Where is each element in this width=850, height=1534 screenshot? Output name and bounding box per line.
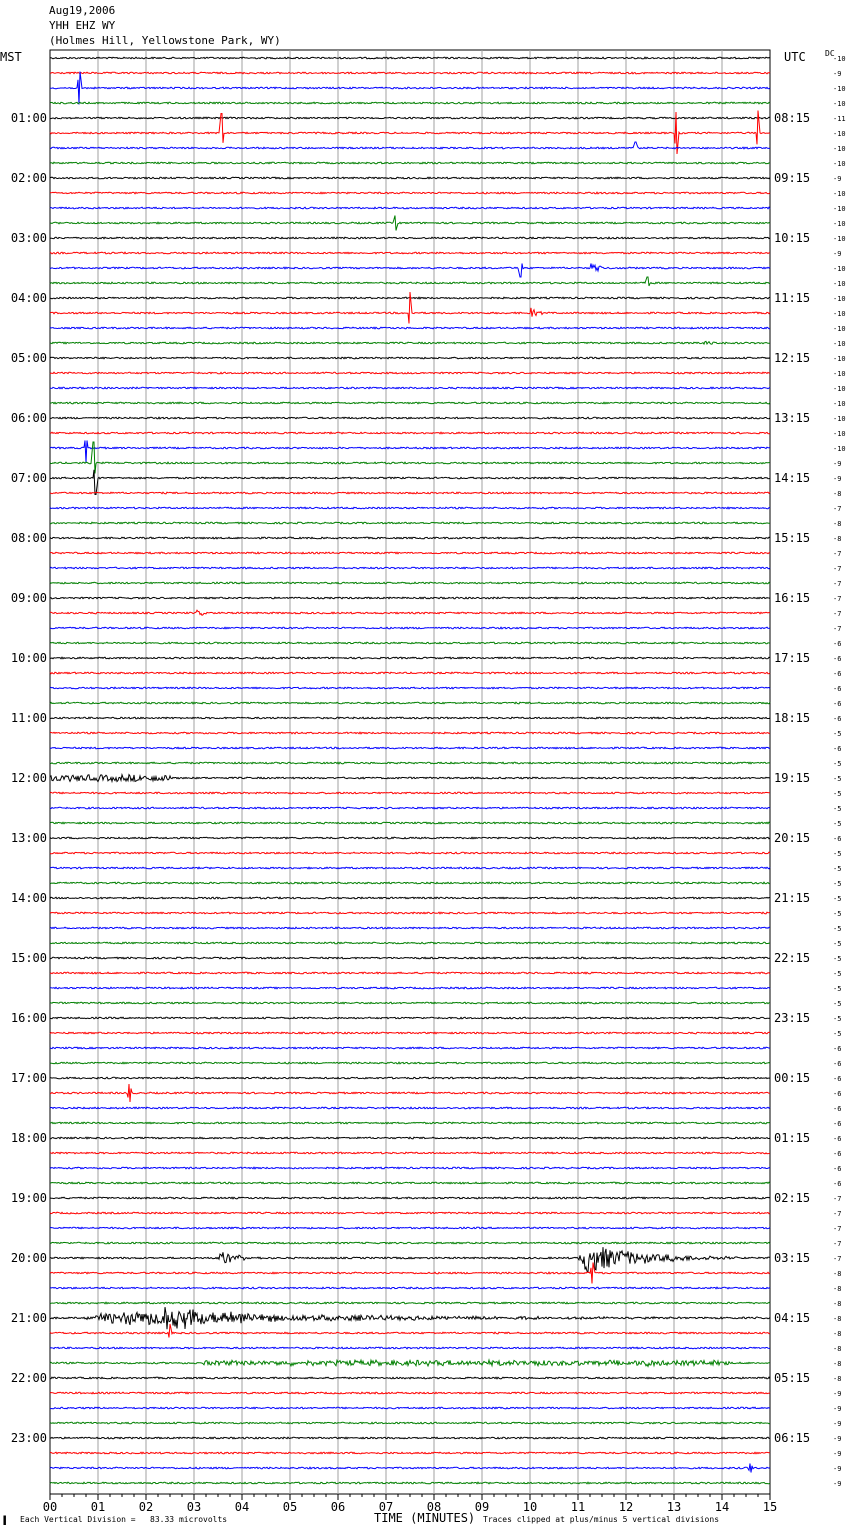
dc-offset-label: -10: [833, 310, 846, 318]
mst-hour-label: 23:00: [10, 1431, 47, 1445]
trace-row-34: [50, 567, 770, 569]
dc-offset-label: -5: [833, 1000, 842, 1008]
dc-offset-label: -10: [833, 235, 846, 243]
trace-row-68: [50, 1077, 770, 1079]
trace-row-7: [50, 162, 770, 164]
utc-hour-label: 19:15: [774, 771, 811, 785]
x-tick-label-01: 01: [90, 1500, 106, 1514]
dc-offset-label: -11: [833, 115, 846, 123]
dc-offset-label: -10: [833, 295, 846, 303]
dc-offset-label: -8: [833, 1330, 842, 1338]
dc-offset-label: -5: [833, 730, 842, 738]
mst-hour-label: 13:00: [10, 831, 47, 845]
mst-hour-label: 12:00: [10, 771, 47, 785]
trace-row-43: [50, 702, 770, 704]
utc-hour-label: 04:15: [774, 1311, 811, 1325]
trace-row-70: [50, 1107, 770, 1109]
dc-offset-label: -6: [833, 1180, 842, 1188]
dc-offset-label: -9: [833, 1435, 842, 1443]
dc-offset-label: -7: [833, 610, 842, 618]
utc-hour-label: 23:15: [774, 1011, 811, 1025]
dc-offset-label: -8: [833, 1360, 842, 1368]
trace-row-72: [50, 1137, 770, 1139]
dc-header-label: DC: [825, 49, 835, 58]
dc-offset-label: -10: [833, 415, 846, 423]
x-tick-label-12: 12: [618, 1500, 634, 1514]
trace-row-6: [50, 142, 770, 149]
dc-offset-label: -10: [833, 130, 846, 138]
trace-row-67: [50, 1062, 770, 1064]
x-axis-title: TIME (MINUTES): [374, 1511, 476, 1525]
dc-offset-label: -5: [833, 985, 842, 993]
dc-offset-label: -6: [833, 655, 842, 663]
dc-offset-label: -5: [833, 760, 842, 768]
trace-row-54: [50, 867, 770, 869]
mst-hour-label: 18:00: [10, 1131, 47, 1145]
x-tick-label-05: 05: [282, 1500, 298, 1514]
dc-offset-label: -10: [833, 265, 846, 273]
dc-offset-label: -10: [833, 100, 846, 108]
trace-row-49: [50, 792, 770, 794]
trace-row-9: [50, 192, 770, 194]
trace-row-80: [50, 1247, 770, 1272]
trace-row-22: [50, 387, 770, 389]
dc-offset-label: -7: [833, 565, 842, 573]
trace-row-52: [50, 837, 770, 839]
dc-offset-label: -6: [833, 700, 842, 708]
x-tick-label-15: 15: [762, 1500, 778, 1514]
trace-row-29: [50, 492, 770, 494]
x-tick-label-08: 08: [426, 1500, 442, 1514]
trace-row-45: [50, 732, 770, 734]
trace-row-86: [50, 1347, 770, 1349]
mst-hour-label: 06:00: [10, 411, 47, 425]
dc-offset-label: -5: [833, 910, 842, 918]
dc-offset-label: -7: [833, 1240, 842, 1248]
trace-row-79: [50, 1242, 770, 1244]
dc-offset-label: -8: [833, 1315, 842, 1323]
trace-row-48: [50, 775, 770, 782]
trace-row-85: [50, 1324, 770, 1338]
dc-offset-label: -5: [833, 820, 842, 828]
dc-offset-label: -6: [833, 745, 842, 753]
dc-offset-label: -10: [833, 55, 846, 63]
dc-offset-label: -9: [833, 1420, 842, 1428]
mst-hour-label: 03:00: [10, 231, 47, 245]
dc-offset-label: -6: [833, 1120, 842, 1128]
trace-row-55: [50, 882, 770, 884]
trace-row-30: [50, 507, 770, 509]
dc-offset-label: -9: [833, 1480, 842, 1488]
x-tick-label-00: 00: [42, 1500, 58, 1514]
trace-row-50: [50, 807, 770, 809]
trace-row-8: [50, 177, 770, 179]
dc-offset-label: -8: [833, 490, 842, 498]
mst-hour-label: 17:00: [10, 1071, 47, 1085]
header-date: Aug19,2006: [49, 4, 116, 17]
mst-hour-label: 22:00: [10, 1371, 47, 1385]
footer-mark: ▐: [1, 1516, 6, 1525]
trace-row-21: [50, 372, 770, 374]
mst-hour-label: 10:00: [10, 651, 47, 665]
trace-row-53: [50, 852, 770, 854]
trace-row-90: [50, 1407, 770, 1409]
trace-row-60: [50, 957, 770, 959]
dc-offset-label: -6: [833, 640, 842, 648]
trace-row-15: [50, 277, 770, 286]
mst-hour-label: 19:00: [10, 1191, 47, 1205]
right-timezone-label: UTC: [784, 50, 806, 64]
utc-hour-label: 01:15: [774, 1131, 811, 1145]
dc-offset-label: -7: [833, 625, 842, 633]
utc-hour-label: 03:15: [774, 1251, 811, 1265]
x-tick-label-11: 11: [570, 1500, 586, 1514]
dc-offset-label: -6: [833, 1165, 842, 1173]
trace-row-91: [50, 1422, 770, 1424]
dc-offset-label: -10: [833, 280, 846, 288]
utc-hour-label: 10:15: [774, 231, 811, 245]
trace-row-31: [50, 522, 770, 524]
dc-offset-label: -6: [833, 1105, 842, 1113]
dc-offset-label: -8: [833, 1345, 842, 1353]
header-channel: YHH EHZ WY: [49, 19, 116, 32]
utc-hour-label: 16:15: [774, 591, 811, 605]
utc-hour-label: 00:15: [774, 1071, 811, 1085]
mst-hour-label: 14:00: [10, 891, 47, 905]
trace-row-28: [50, 470, 770, 495]
trace-row-47: [50, 762, 770, 764]
trace-row-38: [50, 627, 770, 629]
trace-row-84: [50, 1307, 770, 1329]
dc-offset-label: -5: [833, 790, 842, 798]
dc-offset-label: -6: [833, 835, 842, 843]
trace-row-51: [50, 822, 770, 824]
dc-offset-label: -10: [833, 85, 846, 93]
footer-scale-text: Each Vertical Division = 83.33 microvolts: [20, 1515, 228, 1524]
dc-offset-label: -7: [833, 580, 842, 588]
dc-offset-label: -10: [833, 400, 846, 408]
utc-hour-label: 13:15: [774, 411, 811, 425]
dc-offset-label: -10: [833, 220, 846, 228]
dc-offset-label: -5: [833, 850, 842, 858]
mst-hour-label: 21:00: [10, 1311, 47, 1325]
trace-row-62: [50, 987, 770, 989]
x-tick-label-13: 13: [666, 1500, 682, 1514]
trace-row-0: [50, 57, 770, 59]
trace-row-37: [50, 610, 770, 615]
trace-row-14: [50, 264, 770, 278]
dc-offset-label: -5: [833, 940, 842, 948]
trace-row-19: [50, 341, 770, 344]
dc-offset-label: -9: [833, 175, 842, 183]
mst-hour-label: 11:00: [10, 711, 47, 725]
utc-hour-label: 22:15: [774, 951, 811, 965]
footer-clip-text: Traces clipped at plus/minus 5 vertical divisions: [483, 1515, 720, 1524]
dc-offset-label: -7: [833, 1255, 842, 1263]
dc-offset-label: -6: [833, 1075, 842, 1083]
trace-row-89: [50, 1392, 770, 1394]
dc-offset-label: -5: [833, 955, 842, 963]
dc-offset-label: -9: [833, 1450, 842, 1458]
trace-row-69: [50, 1084, 770, 1102]
dc-offset-label: -5: [833, 970, 842, 978]
trace-row-24: [50, 417, 770, 419]
trace-row-23: [50, 402, 770, 404]
trace-row-41: [50, 672, 770, 674]
trace-row-26: [50, 441, 770, 464]
x-tick-label-10: 10: [522, 1500, 538, 1514]
trace-row-87: [50, 1360, 770, 1366]
trace-row-94: [50, 1464, 770, 1473]
trace-row-81: [50, 1263, 770, 1284]
trace-row-44: [50, 717, 770, 719]
trace-row-65: [50, 1032, 770, 1034]
utc-hour-label: 11:15: [774, 291, 811, 305]
utc-hour-label: 08:15: [774, 111, 811, 125]
dc-offset-label: -6: [833, 1135, 842, 1143]
dc-offset-label: -6: [833, 1045, 842, 1053]
utc-hour-label: 17:15: [774, 651, 811, 665]
trace-row-35: [50, 582, 770, 584]
mst-hour-label: 02:00: [10, 171, 47, 185]
utc-hour-label: 09:15: [774, 171, 811, 185]
dc-offset-label: -6: [833, 1150, 842, 1158]
header-location: (Holmes Hill, Yellowstone Park, WY): [49, 34, 281, 47]
dc-offset-label: -9: [833, 1465, 842, 1473]
mst-hour-label: 15:00: [10, 951, 47, 965]
dc-offset-label: -6: [833, 1060, 842, 1068]
trace-row-75: [50, 1182, 770, 1184]
dc-offset-label: -8: [833, 1285, 842, 1293]
mst-hour-label: 05:00: [10, 351, 47, 365]
dc-offset-label: -8: [833, 520, 842, 528]
utc-hour-label: 14:15: [774, 471, 811, 485]
trace-row-11: [50, 216, 770, 231]
trace-row-40: [50, 657, 770, 659]
dc-offset-label: -7: [833, 505, 842, 513]
trace-row-36: [50, 597, 770, 599]
dc-offset-label: -7: [833, 550, 842, 558]
dc-offset-label: -10: [833, 325, 846, 333]
mst-hour-label: 08:00: [10, 531, 47, 545]
dc-offset-label: -7: [833, 1210, 842, 1218]
dc-offset-label: -5: [833, 865, 842, 873]
dc-offset-label: -9: [833, 475, 842, 483]
dc-offset-label: -5: [833, 805, 842, 813]
utc-hour-label: 15:15: [774, 531, 811, 545]
dc-offset-label: -9: [833, 1390, 842, 1398]
trace-row-56: [50, 897, 770, 899]
x-tick-label-02: 02: [138, 1500, 154, 1514]
dc-offset-label: -10: [833, 370, 846, 378]
trace-row-77: [50, 1212, 770, 1214]
mst-hour-label: 01:00: [10, 111, 47, 125]
trace-row-93: [50, 1452, 770, 1454]
trace-row-25: [50, 432, 770, 434]
dc-offset-label: -6: [833, 1090, 842, 1098]
mst-hour-label: 20:00: [10, 1251, 47, 1265]
trace-row-57: [50, 912, 770, 914]
dc-offset-label: -7: [833, 1225, 842, 1233]
x-tick-label-03: 03: [186, 1500, 202, 1514]
utc-hour-label: 06:15: [774, 1431, 811, 1445]
trace-row-3: [50, 102, 770, 104]
x-tick-label-14: 14: [714, 1500, 730, 1514]
dc-offset-label: -10: [833, 355, 846, 363]
dc-offset-label: -5: [833, 880, 842, 888]
dc-offset-label: -6: [833, 715, 842, 723]
dc-offset-label: -10: [833, 160, 846, 168]
trace-row-32: [50, 537, 770, 539]
trace-row-27: [50, 442, 770, 474]
trace-row-83: [50, 1302, 770, 1304]
x-tick-label-06: 06: [330, 1500, 346, 1514]
trace-row-20: [50, 357, 770, 359]
trace-row-64: [50, 1017, 770, 1019]
trace-row-12: [50, 237, 770, 239]
trace-row-74: [50, 1167, 770, 1169]
dc-offset-label: -10: [833, 145, 846, 153]
dc-offset-label: -5: [833, 775, 842, 783]
mst-hour-label: 09:00: [10, 591, 47, 605]
trace-row-58: [50, 927, 770, 929]
dc-offset-label: -5: [833, 925, 842, 933]
dc-offset-label: -10: [833, 430, 846, 438]
dc-offset-label: -10: [833, 205, 846, 213]
dc-offset-label: -5: [833, 1030, 842, 1038]
dc-offset-label: -10: [833, 385, 846, 393]
dc-offset-label: -9: [833, 250, 842, 258]
utc-hour-label: 05:15: [774, 1371, 811, 1385]
trace-row-18: [50, 327, 770, 329]
trace-row-71: [50, 1122, 770, 1124]
trace-row-10: [50, 207, 770, 209]
utc-hour-label: 20:15: [774, 831, 811, 845]
trace-row-73: [50, 1152, 770, 1154]
trace-row-4: [50, 117, 770, 119]
trace-row-82: [50, 1287, 770, 1289]
mst-hour-label: 07:00: [10, 471, 47, 485]
dc-offset-label: -8: [833, 1270, 842, 1278]
utc-hour-label: 02:15: [774, 1191, 811, 1205]
trace-row-95: [50, 1482, 770, 1484]
utc-hour-label: 18:15: [774, 711, 811, 725]
dc-offset-label: -5: [833, 895, 842, 903]
dc-offset-label: -9: [833, 70, 842, 78]
plot-frame: [50, 50, 770, 1494]
dc-offset-label: -10: [833, 190, 846, 198]
mst-hour-label: 04:00: [10, 291, 47, 305]
trace-row-13: [50, 252, 770, 254]
dc-offset-label: -8: [833, 535, 842, 543]
dc-offset-label: -10: [833, 445, 846, 453]
x-tick-label-04: 04: [234, 1500, 250, 1514]
trace-row-66: [50, 1047, 770, 1049]
trace-row-61: [50, 972, 770, 974]
trace-row-78: [50, 1227, 770, 1229]
trace-row-59: [50, 942, 770, 944]
dc-offset-label: -8: [833, 1300, 842, 1308]
x-tick-label-07: 07: [378, 1500, 394, 1514]
dc-offset-label: -9: [833, 1405, 842, 1413]
dc-offset-label: -6: [833, 685, 842, 693]
dc-offset-label: -7: [833, 595, 842, 603]
trace-row-2: [50, 72, 770, 105]
trace-row-42: [50, 687, 770, 689]
dc-offset-label: -6: [833, 670, 842, 678]
left-timezone-label: MST: [0, 50, 22, 64]
trace-row-46: [50, 747, 770, 749]
trace-row-63: [50, 1002, 770, 1004]
mst-hour-label: 16:00: [10, 1011, 47, 1025]
x-tick-label-09: 09: [474, 1500, 490, 1514]
dc-offset-label: -10: [833, 340, 846, 348]
dc-offset-label: -8: [833, 1375, 842, 1383]
utc-hour-label: 12:15: [774, 351, 811, 365]
dc-offset-label: -5: [833, 1015, 842, 1023]
trace-row-76: [50, 1197, 770, 1199]
dc-offset-label: -9: [833, 460, 842, 468]
utc-hour-label: 21:15: [774, 891, 811, 905]
trace-row-33: [50, 552, 770, 554]
trace-row-92: [50, 1437, 770, 1439]
trace-row-88: [50, 1377, 770, 1379]
trace-row-1: [50, 72, 770, 74]
trace-row-39: [50, 642, 770, 644]
dc-offset-label: -7: [833, 1195, 842, 1203]
